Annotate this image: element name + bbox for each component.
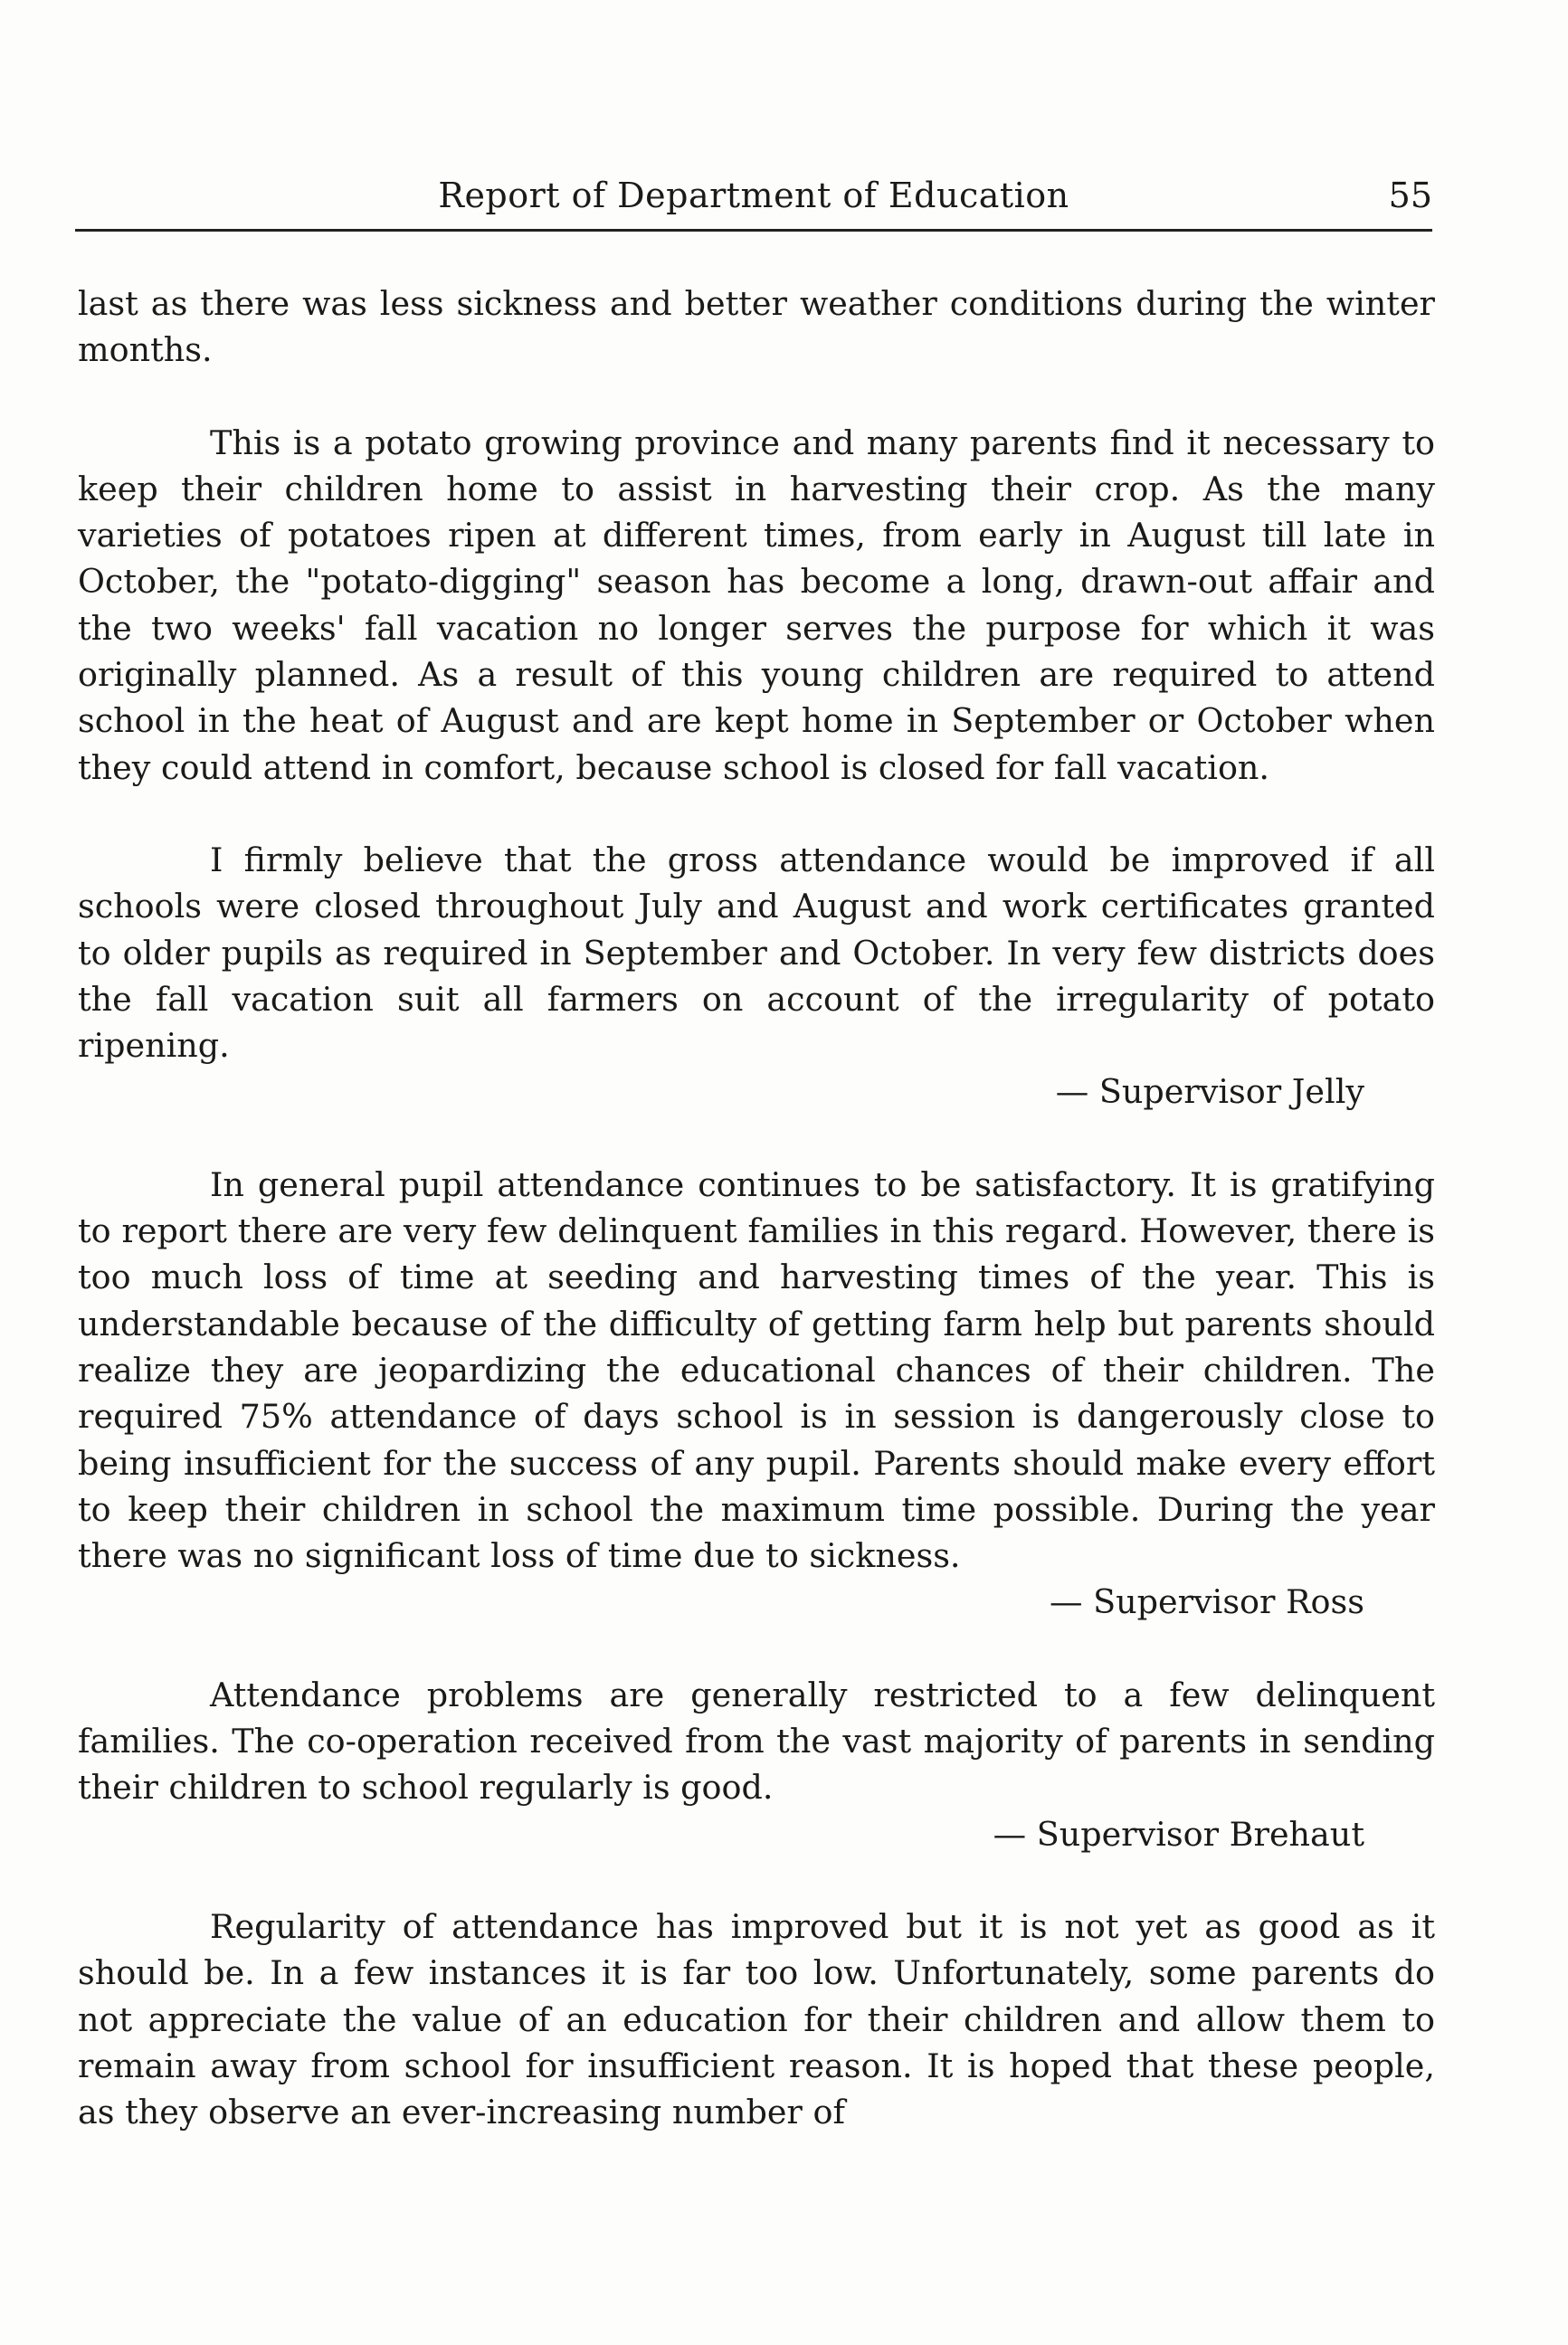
signature-supervisor-jelly: — Supervisor Jelly: [1055, 1072, 1364, 1112]
paragraph-potato-province: This is a potato growing province and many parents find it necessary to keep their children home to assist in harvesting their crop. As the many varieties of potatoes ripen at different times, from early in August till late in October, the "potato-digging" season has become a long, drawn-out affair and the two weeks' fall vacation no longer serves the purpose for which it was originally planned. As a result of this young children are required to attend school in the heat of August and are kept home in September or October when they could attend in comfort, because school is closed for fall vacation.: [78, 422, 1435, 787]
page-header: [75, 172, 1432, 226]
paragraph-regularity: Regularity of attendance has improved but it is not yet as good as it should be. In a few instances it is far too low. Unfortunately, some parents do not appreciate the value of an education for their children and allow them to remain away from school for insufficient reason. It is hoped that these people, as they observe an ever-increasing number of: [78, 1906, 1435, 2132]
header-rule: [75, 229, 1432, 232]
paragraph-gross-attendance: I firmly believe that the gross attendance would be improved if all schools were closed throughout July and August and work certificates granted to older pupils as required in September and October. In very few districts does the fall vacation suit all farmers on account of the irregularity of potato ripening.: [78, 840, 1435, 1066]
running-title: Report of Department of Education: [438, 176, 1069, 215]
signature-supervisor-ross: — Supervisor Ross: [1050, 1582, 1364, 1622]
signature-supervisor-brehaut: — Supervisor Brehaut: [993, 1814, 1364, 1854]
paragraph-attendance-problems: Attendance problems are generally restricted to a few delinquent families. The co-operation received from the vast majority of parents in sending their children to school regularly is good.: [78, 1675, 1435, 1808]
body-text: [78, 280, 1435, 2135]
paragraph-general-attendance: In general pupil attendance continues to be satisfactory. It is gratifying to report there are very few delinquent families in this regard. However, there is too much loss of time at seeding and harvesting times of the year. This is understandable because of the difficulty of getting farm help but parents should realize they are jeopardizing the educational chances of their children. The required 75% attendance of days school is in session is dangerously close to being insufficient for the success of any pupil. Parents should make every effort to keep their children in school the maximum time possible. During the year there was no significant loss of time due to sickness.: [78, 1164, 1435, 1576]
paragraph-continuation: last as there was less sickness and better weather conditions during the winter months.: [78, 284, 1435, 370]
page-number: 55: [1388, 176, 1432, 215]
